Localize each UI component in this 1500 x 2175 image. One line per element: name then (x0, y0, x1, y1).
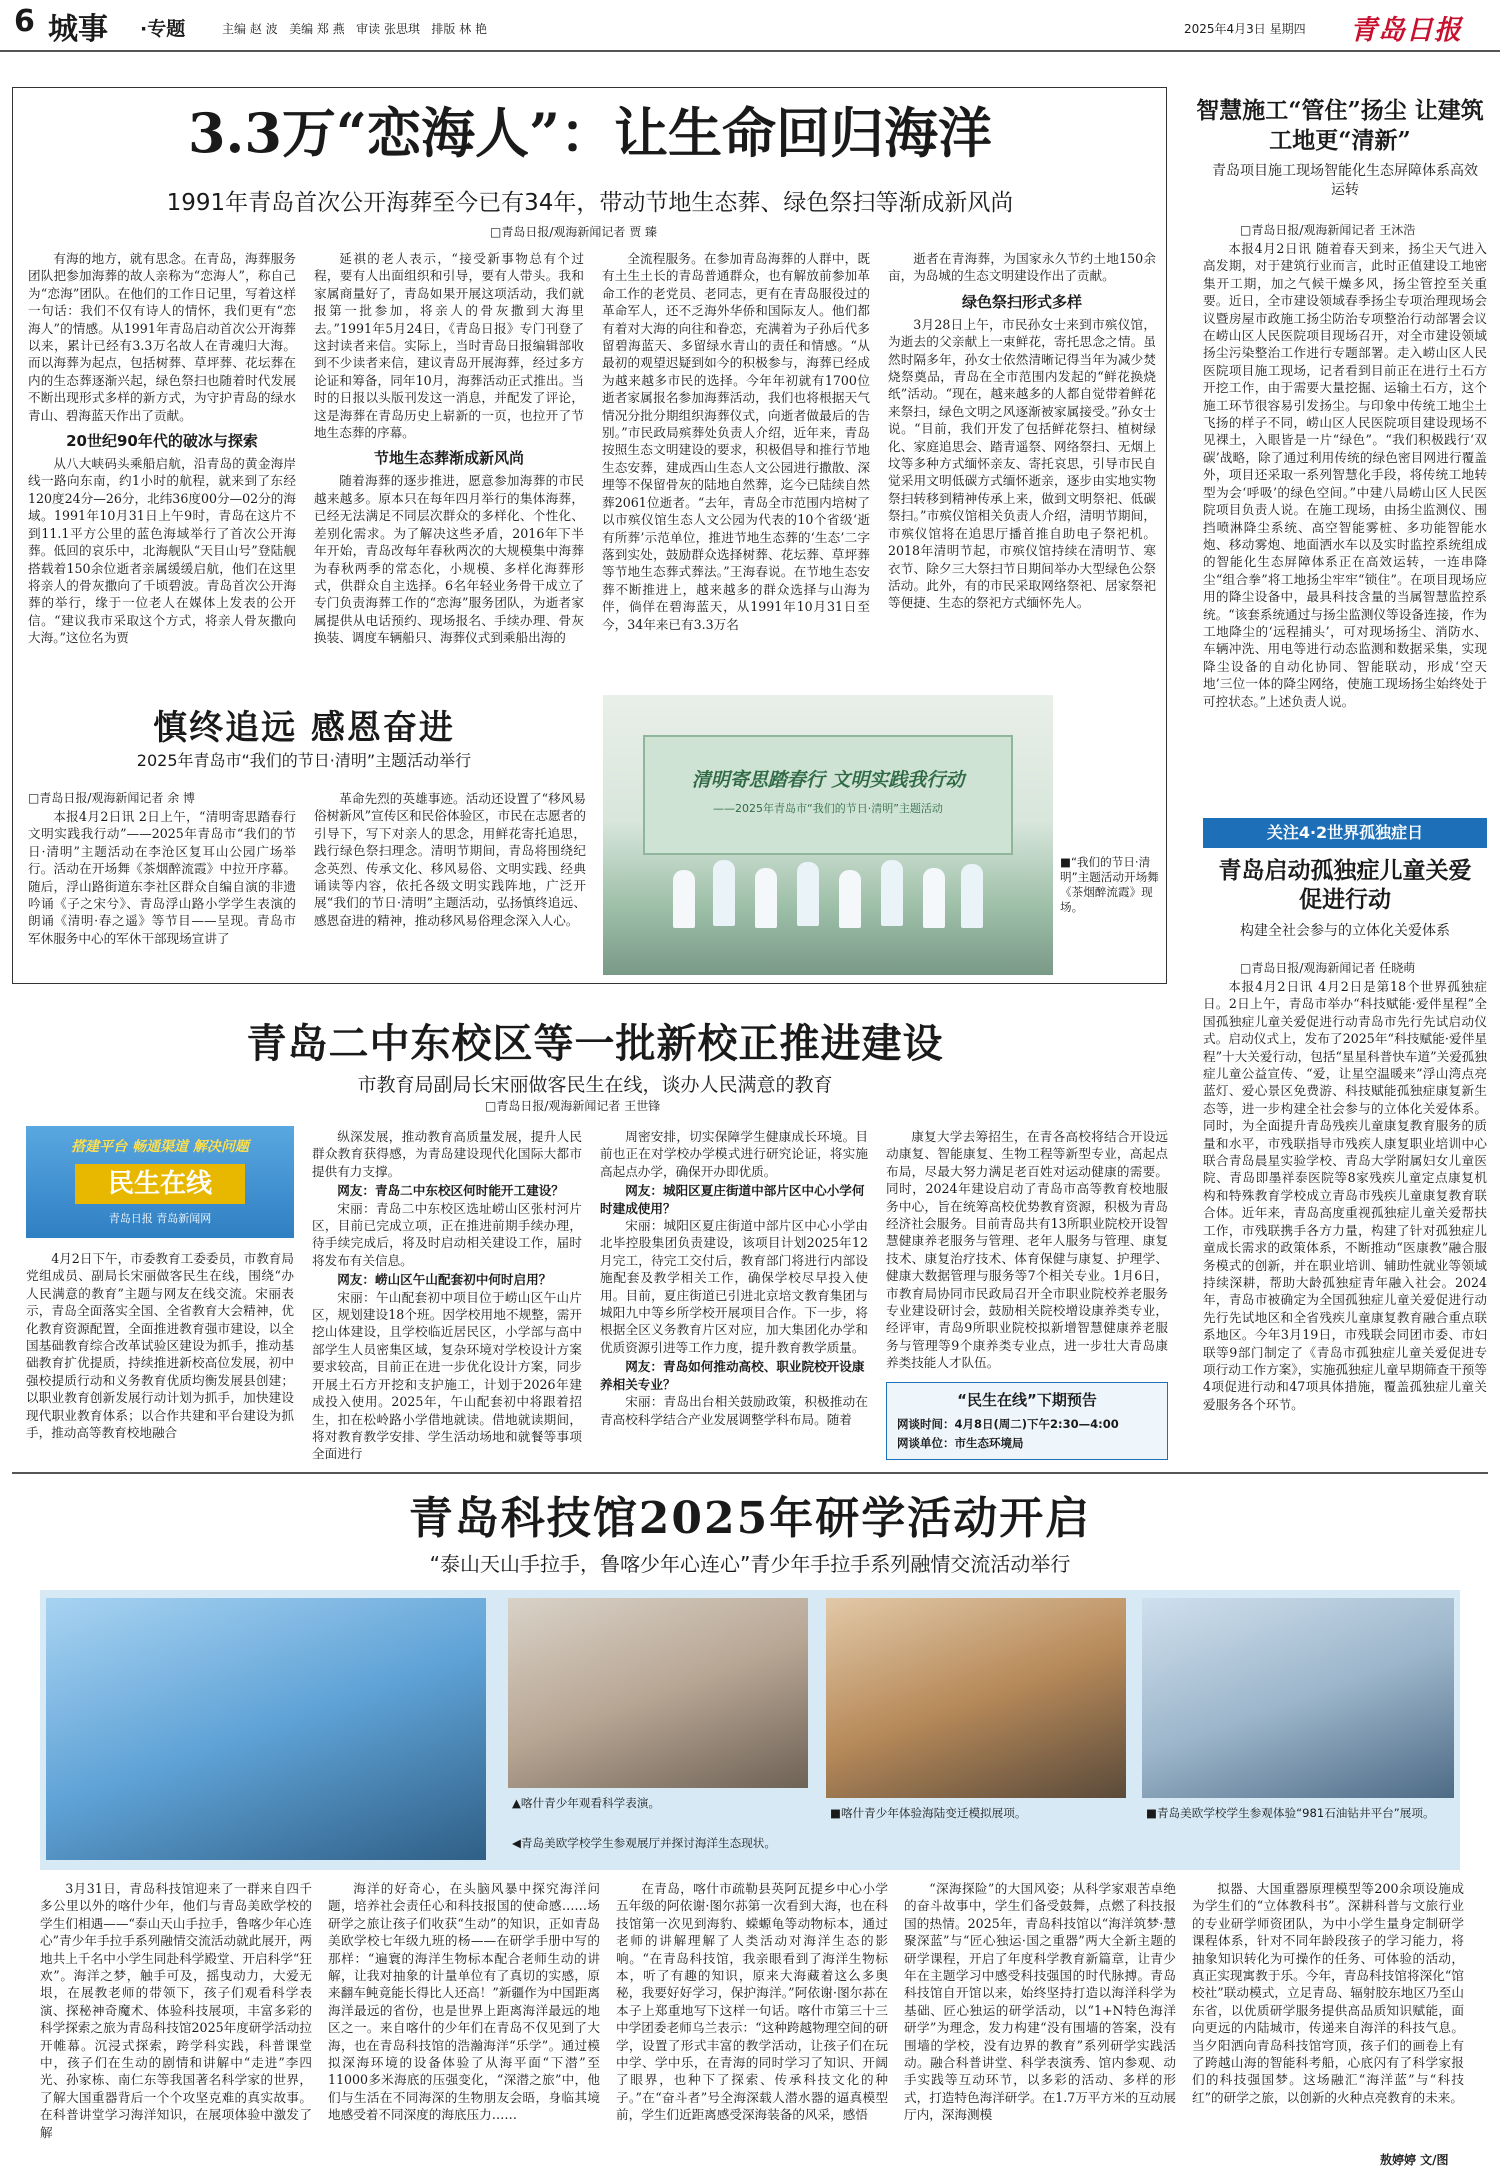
photo-science-show (508, 1598, 808, 1788)
schools-col3: 周密安排，切实保障学生健康成长环境。目前也正在对学校办学模式进行研究论证，将实施高起点办学，确保开办即优质。 网友：城阳区夏庄街道中部片区中心小学何时建成使用？ 宋丽：城阳区夏庄街道中部片区中心小学由北毕控股集团负责建设，该项目计划2025年12月完工，待完工交付后，教育部门将进行内部设施配套及教学相关工作，确保学校尽早投入使用。目前，夏庄街道已引进北京培文教育集团与城阳九中等乡所学校开展项目合作。下一步，将根据全区义务教育片区对应，加大集团化办学和优质资源引进等工作力度，提升教育教学质量。 网友：青岛如何推动高校、职业院校开设康养相关专业？ 宋丽：青岛出台相关鼓励政策，积极推动在青高校科学结合产业发展调整学科布局。随着 (600, 1129, 868, 1427)
badge-title: 民生在线 (75, 1164, 245, 1204)
section-name: 城事 (48, 12, 108, 47)
sea-burial-col4: 逝者在青海葬，为国家永久节约土地150余亩，为岛城的生态文明建设作出了贡献。 绿色祭扫形式多样 3月28日上午，市民孙女士来到市殡仪馆，为逝去的父亲献上一束鲜花，寄托思念之情。虽然时隔多年，孙女士依然清晰记得当年为减少焚烧祭奠品，青岛在全市范围内发起的“鲜花换烧纸”活动。“现在，越来越多的人都自觉带着鲜花来祭扫，绿色文明之风逐渐被家属接受。”孙女士说。“目前，我们开发了包括鲜花祭扫、植树绿化、家庭追思会、踏青遥祭、网络祭扫、无烟上坟等多种方式缅怀亲友、寄托哀思，引导市民自觉采用文明低碳方式缅怀逝亲，逐步由实地实物祭扫转移到精神传承上来，做到文明祭祀、低碳祭扫。”市殡仪馆相关负责人介绍，清明节期间，市殡仪馆将在追思厅播首推自助电子祭祀机。2018年清明节起，市殡仪馆持续在清明节、寒衣节、除夕三大祭扫节日期间举办大型绿色公祭活动。此外，有的市民采取网络祭祀、居家祭祀等便捷、生态的祭祀方式缅怀先人。 (888, 251, 1156, 611)
caption-land-sea-exhibit: ■喀什青少年体验海陆变迁模拟展项。 (830, 1806, 1027, 1820)
sea-burial-byline: □青岛日报/观海新闻记者 贾 臻 (490, 225, 658, 239)
science-museum-col4: “深海探险”的大国风姿；从科学家艰苦卓绝的奋斗故事中，学生们备受鼓舞，点燃了科技报国的热情。2025年，青岛科技馆以“海洋筑梦·慧聚深蓝”与“匠心独运·国之重器”两大全新主题的研学课程，开启了年度科学教育新篇章，让青少年在主题学习中感受科技强国的时代脉搏。青岛科技馆自开馆以来，始终坚持打造以海洋科学为基础、匠心独运的研学活动，以“1+N特色海洋研学”为理念，发力构建“没有围墙的答案，没有围墙的学校，没有边界的教育”系列研学实践活动。融合科普讲堂、科学表演秀、馆内参观、动手实践等互动环节，以多彩的活动、多样的形式，打造特色海洋研学。在1.7万平方米的互动展厅内，深海测模 (904, 1881, 1176, 2123)
sea-burial-subheading-3: 绿色祭扫形式多样 (961, 292, 1082, 311)
preview-unit: 网谈单位：市生态环境局 (897, 1436, 1024, 1450)
qingming-byline: □青岛日报/观海新闻记者 余 博 (28, 791, 196, 805)
schools-col4: 康复大学去筹招生，在青各高校将结合开设远动康复、智能康复、生物工程等新型专业，高起点布局，尽最大努力满足老百姓对运动健康的需要。同时，2024年建设启动了青岛市高等教育校地服务中心，旨在统筹高校优势教育资源，积极为青岛经济社会服务。目前青岛共有13所职业院校开设智慧健康养老服务与管理、老年人服务与管理、康复技术、康复治疗技术、体育保健与康复、护理学、健康大数据管理与服务等7个相关专业。1月6日，市教育局协同市民政局召开全市职业院校养老服务专业建设研讨会，鼓励相关院校增设康养类专业，经评审，青岛9所职业院校拟新增智慧健康养老服务与管理等9个康养类专业点，进一步壮大青岛康养类技能人才队伍。 (886, 1129, 1168, 1371)
caption-science-show: ▲喀什青少年观看科学表演。 (512, 1796, 661, 1810)
qa-question: 网友：崂山区午山配套初中何时启用？ (337, 1272, 552, 1288)
sea-burial-col2: 延祺的老人表示，“接受新事物总有个过程，要有人出面组织和引导，要有人带头。我和家属商量好了，青岛如果开展这项活动，我们就报第一批参加，将亲人的骨灰撒到大海里去。”1991年5月24日，《青岛日报》专门刊登了这封读者来信。实际上，当时青岛日报编辑部收到不少读者来信，建议青岛开展海葬，经过多方论证和筹备，同年10月，海葬活动正式推出。当时的日报以头版刊发这一消息，并配发了评论，这是海葬在青岛历史上崭新的一页，也拉开了节地生态葬的序幕。 节地生态葬渐成新风尚 随着海葬的逐步推进，愿意参加海葬的市民越来越多。原本只在每年四月举行的集体海葬，已经无法满足不同层次群众的多样化、个性化、差别化需求。为了解决这些矛盾，2016年下半年开始，青岛改每年春秋两次的大规模集中海葬为春秋两季的常态化，小规模、多样化海葬形式，供群众自主选择。6名年轻业务骨干成立了专门负责海葬工作的“恋海”服务团队，为逝者家属提供从电话预约、现场报名、手续办理、骨灰换装、调度车辆船只、海葬仪式到乘船出海的 (314, 251, 584, 646)
section-divider (12, 1472, 1488, 1474)
science-museum-subtitle: “泰山天山手拉手，鲁喀少年心连心”青少年手拉手系列融情交流活动举行 (429, 1552, 1071, 1576)
photo-drilling-platform (1142, 1598, 1454, 1798)
schools-headline: 青岛二中东校区等一批新校正推进建设 (246, 1020, 944, 1067)
newspaper-logo: 青岛日报 (1350, 15, 1462, 46)
header-rule (0, 50, 1500, 52)
badge-publishers: 青岛日报 青岛新闻网 (108, 1212, 212, 1225)
autism-day-tag: 关注4·2世界孤独症日 (1203, 818, 1487, 848)
caption-drilling-platform: ■青岛美欧学校学生参观体验“981石油钻井平台”展项。 (1146, 1806, 1435, 1820)
preview-title: “民生在线”下期预告 (957, 1391, 1097, 1409)
autism-body: 本报4月2日讯 4月2日是第18个世界孤独症日。2日上午，青岛市举办“科技赋能·爱伴星程”全国孤独症儿童关爱促进行动青岛市先行先试启动仪式。启动仪式上，发布了2025年“科技赋能·爱伴星程”十大关爱行动，包括“星星科普快车道”关爱孤独症儿童公益宣传、“爱，让星空温暖来”浮山湾点亮蓝灯、爱心景区免费游、科技赋能孤独症康复新生态等，进一步构建全社会参与的立体化关爱体系。同时，为全面提升青岛残疾儿童康复教育服务的质量和水平，市残联指导市残疾人康复职业培训中心联合青岛晨星实验学校、青岛大学附属妇女儿童医院、青岛即墨祥泰医院等8家残疾儿童定点康复机构和特殊教育学校成立青岛市残疾儿童康复教育联合体。近年来，青岛高度重视孤独症儿童关爱帮扶工作，市残联携手各方力量，构建了针对孤独症儿童成长需求的政策体系，不断推动“医康教”融合服务模式的创新，并在职业培训、辅助性就业等领域持续深耕，帮助大龄孤独症青年融入社会。2024年，青岛市被确定为全国孤独症儿童关爱促进行动先行先试地区和全省残疾儿童康复教育融合重点联系地区。今年3月19日，市残联会同团市委、市妇联等9部门制定了《青岛市孤独症儿童关爱促进专项行动工作方案》，实施孤独症儿童早期筛查干预等4项促进行动和47项具体措施，覆盖孤独症儿童关爱服务各个环节。 (1203, 979, 1487, 1412)
science-museum-byline: 敖婷婷 文/图 (1380, 2153, 1449, 2167)
event-backdrop-banner (643, 735, 1013, 855)
sea-burial-col1: 有海的地方，就有思念。在青岛，海葬服务团队把参加海葬的故人亲称为“恋海人”，称自己为“恋海”团队。在他们的工作日记里，写着这样一句话：我们不仅有诗人的情怀，我们更有“恋海人”的情感。从1991年青岛启动首次公开海葬以来，累计已经有3.3万名故人在青魂归大海。而以海葬为起点，包括树葬、草坪葬、花坛葬在内的生态葬逐渐兴起，绿色祭扫也随着时代发展不断出现形式多样的新方式，为守护青岛的绿水青山、碧海蓝天作出了贡献。 20世纪90年代的破冰与探索 从八大峡码头乘船启航，沿青岛的黄金海岸线一路向东南，约1小时的航程，就来到了东经120度24分—26分，北纬36度00分—02分的海域。1991年10月31日上午9时，青岛在这片不到11.1平方公里的蓝色海域举行了首次公开海葬。低回的哀乐中，北海舰队“天目山号”登陆舰搭载着150余位逝者亲属缓缓启航，他们在这里将亲人的骨灰撒向了千顷碧波。青岛首次公开海葬的举行，缘于一位老人在媒体上发表的公开信。“建议我市采取这个方式，将亲人骨灰撒向大海。”这位名为贾 (28, 251, 296, 646)
page-header (0, 0, 1500, 50)
qa-question: 网友：青岛如何推动高校、职业院校开设康养相关专业？ (600, 1359, 865, 1392)
badge-slogan: 搭建平台 畅通渠道 解决问题 (71, 1139, 249, 1155)
caption-exhibition-hall: ◀青岛美欧学校学生参观展厅并探讨海洋生态现状。 (512, 1836, 776, 1850)
qingming-col1: 本报4月2日讯 2日上午，“清明寄思踏春行 文明实践我行动”——2025年青岛市“我们的节日·清明”主题活动在李沧区复耳山公园广场举行。活动在开场舞《茶烟醉流霞》中拉开序幕。随后，浮山路街道东李社区群众自编自演的非遗吟诵《子之宋兮》、青岛浮山路小学学生表演的朗诵《清明·春之遥》等节目——呈现。青岛市军休服务中心的军休干部现场宣讲了 (28, 809, 296, 946)
qingming-headline: 慎终追远 感恩奋进 (153, 708, 455, 748)
qa-question: 网友：城阳区夏庄街道中部片区中心小学何时建成使用？ (600, 1183, 865, 1216)
autism-byline: □青岛日报/观海新闻记者 任晓萌 (1240, 961, 1416, 975)
schools-byline: □青岛日报/观海新闻记者 王世锋 (485, 1099, 661, 1113)
banner-subtext: ——2025年青岛市“我们的节日·清明”主题活动 (713, 802, 943, 815)
dust-control-byline: □青岛日报/观海新闻记者 王沐浩 (1240, 223, 1416, 237)
dust-control-body: 本报4月2日讯 随着春天到来，扬尘天气进入高发期，对于建筑行业而言，此时正值建设工地密集开工期，加之气候干燥多风，扬尘管控至关重要。近日，全市建设领域春季扬尘专项治理现场会议暨房屋市政施工扬尘防治专项整治行动部署会议在崂山区人民医院项目现场召开，对全市建设领域扬尘污染整治工作进行专题部署。走入崂山区人民医院项目施工现场，记者看到目前正在进行土石方开挖工作，由于需要大量挖掘、运输土石方，这个施工环节很容易引发扬尘。与印象中传统工地尘土飞扬的样子不同，崂山区人民医院项目建设现场不见裸土，入眼皆是一片“绿色”。“我们积极践行‘双碳’战略，除了通过利用传统的绿色密目网进行覆盖外，项目还采取一系列智慧化手段，将传统工地转型为会‘呼吸’的绿色空间。”中建八局崂山区人民医院项目负责人说。在施工现场，由扬尘监测仪、围挡喷淋降尘系统、高空智能雾桩、多功能智能水炮、移动雾炮、地面洒水车以及实时监控系统组成的智能化生态屏障体系正在高效运转，一连串降尘“组合拳”将工地扬尘牢牢“锁住”。在项目现场应用的降尘设备中，最具科技含量的当属智慧监控系统。“该套系统通过与扬尘监测仪等设备连接，作为工地降尘的‘远程捕头’，可对现场扬尘、消防水、车辆冲洗、用电等进行动态监测和数据采集，实现降尘设备的自动化协同、智能联动，形成‘空天地’三位一体的降尘网络，使施工现场扬尘始终处于可控状态。”上述负责人说。 (1203, 241, 1487, 709)
schools-col1: 4月2日下午，市委教育工委委员，市教育局党组成员、副局长宋丽做客民生在线，围绕“办人民满意的教育”主题与网友在线交流。宋丽表示，青岛全面落实全国、全省教育大会精神，优化教育资源配置，全面推进教育强市建设，以全国基础教育综合改革试验区建设为抓手，推动基础教育扩优提质，持续推进新校高位发展，初中强校提质行动和义务教育优质均衡发展县创建；以职业教育创新发展行动计划为抓手，加快建设现代职业教育体系；以合作共建和平台建设为抓手，推动高等教育校地融合 (26, 1251, 294, 1441)
photo-land-sea-exhibit (826, 1598, 1126, 1798)
autism-subtitle: 构建全社会参与的立体化关爱体系 (1240, 923, 1450, 939)
autism-headline: 青岛启动孤独症儿童关爱促进行动 (1218, 857, 1472, 913)
issue-date: 2025年4月3日 星期四 (1184, 22, 1306, 36)
preview-time: 网谈时间：4月8日(周二)下午2:30—4:00 (897, 1417, 1119, 1431)
science-museum-col2: 海洋的好奇心，在头脑风暴中探究海洋问题，培养社会责任心和科技报国的使命感……场研学之旅让孩子们收获“生动”的知识，正如青岛美欧学校七年级九班的杨——在研学手册中写的那样：“遍寰的海洋生物标本配合老师生动的讲解，让我对抽象的计量单位有了真切的实感，原来翻车鲀竟能长得比人还高！”新疆作为中国距离海洋最远的省份，也是世界上距离海洋最远的地区之一。来自喀什的少年们在青岛不仅见到了大海，也在青岛科技馆的浩瀚海洋“乐学”。通过模拟深海环境的设备体验了从海平面“下潜”至11000多米海底的压强变化，“深潜之旅”中，他们与生活在不同海深的生物朋友会晤，身临其境地感受着不同深度的海底压力…… (328, 1881, 600, 2123)
staff-credits: 主编 赵 波 美编 郑 燕 审读 张思琪 排版 林 艳 (222, 22, 488, 36)
banner-text: 清明寄思踏春行 文明实践我行动 (691, 769, 965, 791)
sea-burial-headline: 3.3万“恋海人”：让生命回归海洋 (187, 101, 993, 165)
qingming-photo-caption: ■“我们的节日·清明”主题活动开场舞《茶烟醉流霞》现场。 (1060, 855, 1159, 914)
sea-burial-col3: 全流程服务。在参加青岛海葬的人群中，既有土生土长的青岛普通群众，也有解放前参加革命工作的老党员、老同志，更有在青岛服役过的革命军人，还不乏海外华侨和国际友人。他们都有着对大海的向往和眷恋，充满着为子孙后代多留碧海蓝天、多留绿水青山的责任和情感。“从最初的观望迟疑到如今的积极参与，海葬已经成为越来越多市民的选择。今年年初就有1700位逝者家属报名参加海葬活动，我们也将根据天气情况分批分期组织海葬仪式，向逝者做最后的告别。”市民政局殡葬处负责人介绍，近年来，青岛按照生态文明建设的要求，积极倡导和推行节地生态安葬，建成西山生态人文公园进行撒散、深埋等不保留骨灰的陆地自然葬，迄今已陆续自然葬2061位逝者。“去年，青岛全市范围内培树了以市殡仪馆生态人文公园为代表的10个省级‘逝有所葬’示范单位，推进节地生态葬的‘生态’二字落到实处，鼓励群众选择树葬、花坛葬、草坪葬等节地生态葬式葬法。”王海春说。在节地生态安葬不断推进上，越来越多的群众选择与山海为伴，倘佯在碧海蓝天，从1991年10月31日至今，34年来已有3.3万名 (602, 251, 870, 632)
science-museum-col1: 3月31日，青岛科技馆迎来了一群来自四千多公里以外的喀什少年，他们与青岛美欧学校的学生们相遇——“泰山天山手拉手，鲁喀少年心连心”青少年手拉手系列融情交流活动就此展开，两地共上千名中小学生同赴科学殿堂、开启科学“狂欢”。海洋之梦，触手可及，摇曳动力，大爱无垠，在展教老师的带领下，孩子们观看科学表演、探秘神奇魔术、体验科技展项，丰富多彩的科学探索之旅为青岛科技馆2025年度研学活动拉开帷幕。沉浸式探索，跨学科实践，科普课堂中，孩子们在生动的剧情和讲解中“走进”李四光、孙家栋、南仁东等我国著名科学家的世界，了解大国重器背后一个个攻坚克难的真实故事。在科普讲堂学习海洋知识，在展项体验中激发了解 (40, 1881, 312, 2140)
qa-question: 网友：青岛二中东校区何时能开工建设？ (337, 1183, 564, 1199)
schools-subtitle: 市教育局副局长宋丽做客民生在线，谈办人民满意的教育 (357, 1074, 833, 1096)
minsheng-online-badge (26, 1126, 294, 1238)
sea-burial-subtitle: 1991年青岛首次公开海葬至今已有34年，带动节地生态葬、绿色祭扫等渐成新风尚 (166, 190, 1014, 216)
science-museum-headline: 青岛科技馆2025年研学活动开启 (408, 1493, 1092, 1544)
schools-col2: 纵深发展，推动教育高质量发展，提升人民群众教育获得感，为青岛建设现代化国际大都市提供有力支撑。 网友：青岛二中东校区何时能开工建设？ 宋丽：青岛二中东校区选址崂山区张村河片区，目前已完成立项，正在推进前期手续办理，待手续完成后，将及时启动相关建设工作，届时将发布有关信息。 网友：崂山区午山配套初中何时启用？ 宋丽：午山配套初中项目位于崂山区午山片区，规划建设18个班。因学校用地不规整，需开挖山体建设，且学校临近居民区，小学部与高中部学生人员密集区域，复杂环境对学校设计方案要求较高，目前正在进一步优化设计方案，同步开展土石方开挖和支护施工，计划于2026年建成投入使用。2025年，午山配套初中将跟着招生，扣在松岭路小学借地就读。借地就读期间，将对教育教学安排、学生活动场地和就餐等事项全面进行 (312, 1129, 582, 1462)
dust-control-headline: 智慧施工“管住”扬尘 让建筑工地更“清新” (1196, 97, 1484, 154)
sea-burial-subheading-1: 20世纪90年代的破冰与探索 (66, 432, 258, 451)
dust-control-subtitle: 青岛项目施工现场智能化生态屏障体系高效运转 (1212, 163, 1478, 198)
qingming-subtitle: 2025年青岛市“我们的节日·清明”主题活动举行 (136, 751, 472, 770)
qingming-photo (603, 695, 1053, 975)
sea-burial-subheading-2: 节地生态葬渐成新风尚 (373, 449, 524, 468)
section-subname: ·专题 (140, 18, 186, 40)
qingming-col2: 革命先烈的英雄事迹。活动还设置了“移风易俗树新风”宣传区和民俗体验区，市民在志愿者的引导下，写下对亲人的思念，用鲜花寄托追思，践行绿色祭扫理念。清明节期间，青岛将围绕纪念英烈、传承文化、移风易俗、文明实践、经典诵读等内容，依托各级文明实践阵地，广泛开展“我们的节日·清明”主题活动，弘扬慎终追远、感恩奋进的精神，推动移风易俗理念深入人心。 (314, 791, 586, 928)
photo-exhibition-hall (46, 1598, 486, 1860)
science-museum-col5: 拟器、大国重器原理模型等200余项设施成为学生们的“立体教科书”。深耕科普与文旅行业的专业研学师资团队，为中小学生量身定制研学课程体系，针对不同年龄段孩子的学习能力，将抽象知识转化为可操作的任务、可体验的活动，真正实现寓教于乐。今年，青岛科技馆将深化“馆校社”联动模式，立足青岛、辐射胶东地区乃至山东省，以优质研学服务提供高品质知识赋能，面向更远的内陆城市，传递来自海洋的科技气息。当夕阳洒向青岛科技馆穹顶，孩子们的画卷上有了跨越山海的智能科考船，心底闪有了科学家报们的科技强国梦。这场融汇“海洋蓝”与“科技红”的研学之旅，以创新的火种点亮教育的未来。 (1192, 1881, 1464, 2105)
dancers-group (673, 860, 983, 930)
next-preview-box (886, 1382, 1168, 1460)
science-museum-col3: 在青岛，喀什市疏勒县英阿瓦提乡中心小学五年级的阿依谢·图尔荪第一次看到大海，也在科技馆第一次见到海豹、蝾螈龟等动物标本，通过老师的讲解理解了人类活动对海洋生态的影响。“在青岛科技馆，我亲眼看到了海洋生物标本，听了有趣的知识，原来大海藏着这么多奥秘，我要好好学习，保护海洋。”阿依谢·图尔荪在本子上郑重地写下这样一句话。喀什市第三十三中学团委老师乌兰表示：“这种跨越物理空间的研学，设置了形式丰富的教学活动，让孩子们在玩中学、学中乐，在青海的同时学习了知识、开阔了眼界，也种下了探索、传承科技文化的种子。”在“奋斗者”号全海深载人潜水器的逼真模型前，学生们近距离感受深海装备的风采，感悟 (616, 1881, 888, 2123)
page-number: 6 (14, 4, 35, 39)
